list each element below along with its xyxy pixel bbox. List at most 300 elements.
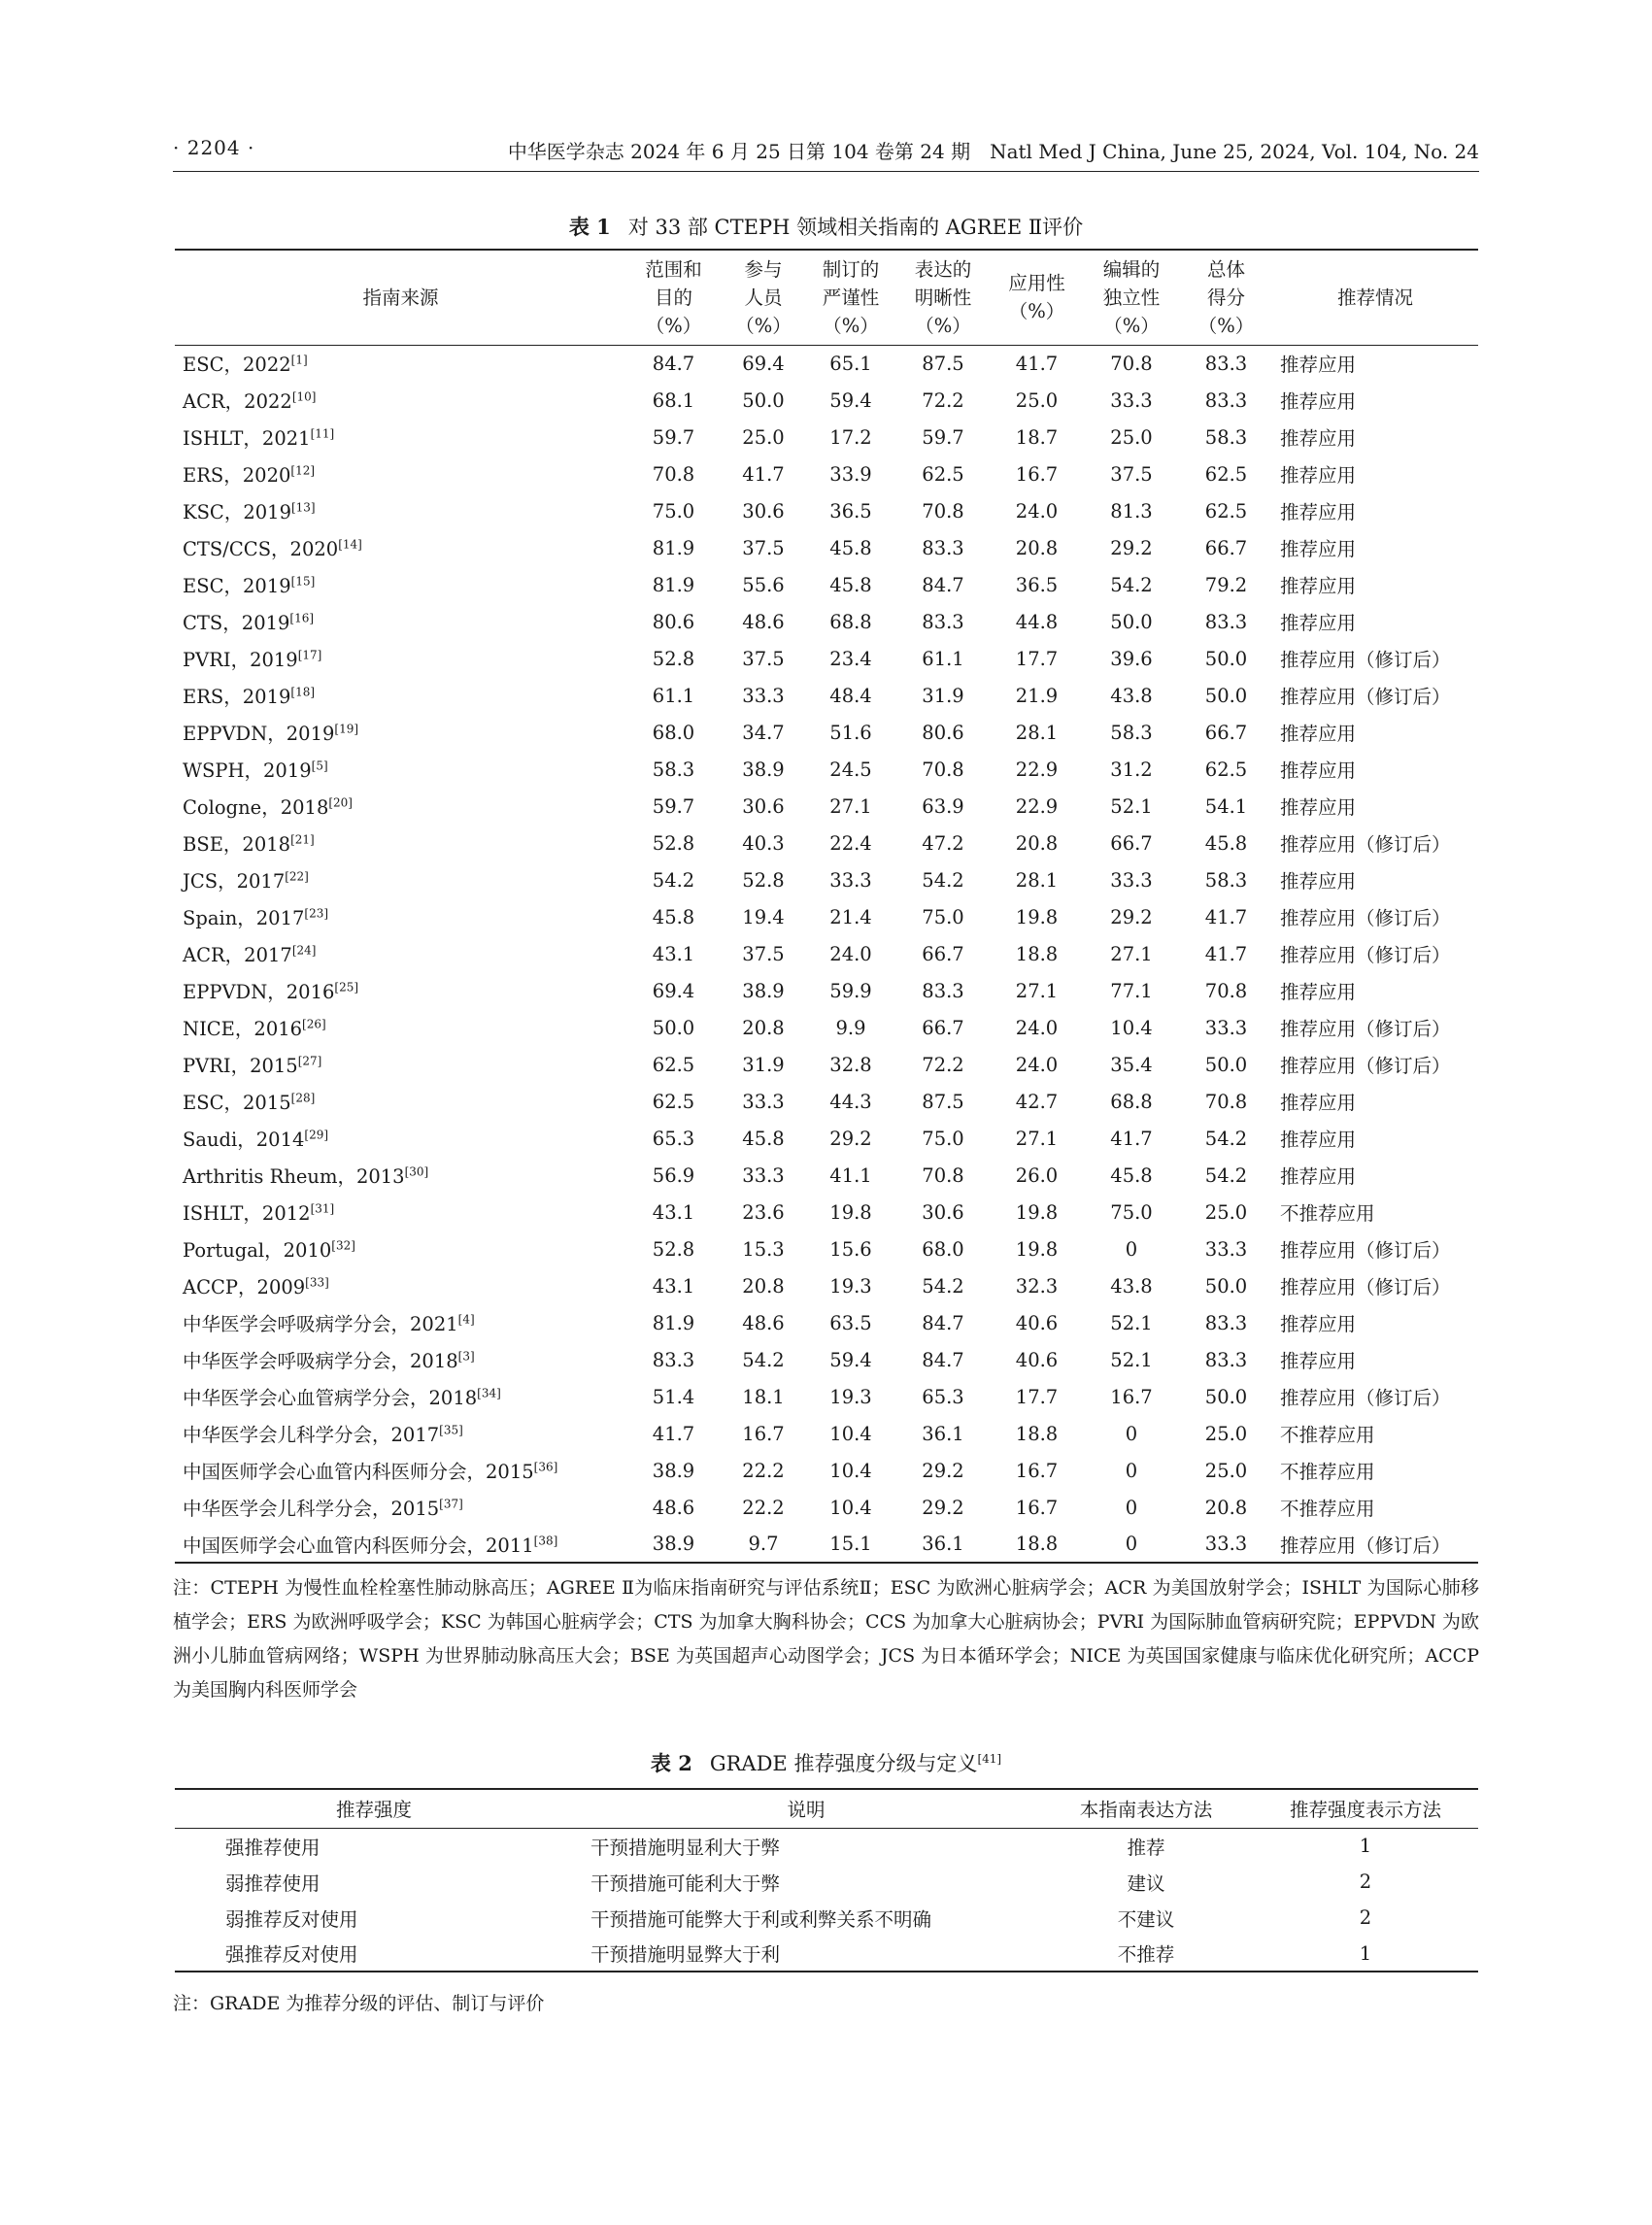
guideline-source	[175, 345, 626, 382]
score-cell: 70.8	[652, 462, 695, 486]
score-cell: 45.8	[1110, 1163, 1153, 1187]
recommendation-cell: 推荐应用	[1280, 1092, 1357, 1114]
table2-header-row	[175, 1789, 1478, 1828]
journal-citation: 中华医学杂志 2024 年 6 月 25 日第 104 卷第 24 期 Natl Med J China, June 25, 2024, Vol. 104, No. 24	[507, 140, 1479, 163]
table1-caption	[173, 212, 1479, 241]
score-cell: 36.5	[829, 499, 872, 523]
score-cell: 18.8	[1015, 1533, 1059, 1555]
score-cell: 51.6	[829, 721, 872, 744]
source-name: BSE，2018	[183, 833, 291, 856]
score-cell: 24.0	[1015, 499, 1059, 523]
score-cell: 68.0	[652, 721, 695, 744]
source-name: ESC，2015	[183, 1092, 291, 1114]
score-cell: 9.9	[835, 1016, 866, 1039]
recommendation-cell: 推荐应用	[1280, 390, 1357, 413]
table1-row	[175, 640, 1478, 677]
recommendation-cell: 推荐应用（修订后）	[1280, 944, 1451, 966]
score-cell: 54.2	[1204, 1127, 1248, 1150]
table2-cell: 强推荐反对使用	[225, 1943, 358, 1966]
score-cell: 70.8	[1204, 979, 1248, 1002]
score-cell: 62.5	[1204, 499, 1248, 523]
page-number: · 2204 ·	[173, 136, 255, 159]
table2-cell: 弱推荐反对使用	[225, 1907, 358, 1931]
score-cell: 62.5	[652, 1090, 695, 1113]
score-cell: 70.8	[1204, 1090, 1248, 1113]
score-cell: 48.6	[652, 1496, 695, 1519]
table1-header-row	[175, 250, 1478, 345]
table2-title: GRADE 推荐强度分级与定义	[709, 1752, 978, 1775]
recommendation-cell: 推荐应用（修订后）	[1280, 1387, 1451, 1409]
score-cell: 75.0	[922, 1127, 964, 1150]
score-cell: 58.3	[652, 758, 695, 781]
guideline-source	[175, 1415, 626, 1452]
score-cell: 52.1	[1110, 1311, 1153, 1334]
table1-row	[175, 1009, 1478, 1046]
guideline-source	[175, 566, 626, 603]
score-cell: 50.0	[652, 1016, 695, 1039]
score-cell: 28.1	[1015, 721, 1059, 744]
score-cell: 30.6	[742, 794, 785, 818]
score-cell: 48.6	[742, 1311, 785, 1334]
score-cell: 83.3	[1204, 352, 1248, 375]
score-cell: 20.8	[742, 1274, 785, 1298]
score-cell: 33.3	[829, 868, 872, 892]
score-cell: 50.0	[1204, 684, 1248, 707]
guideline-source	[175, 455, 626, 492]
source-name: PVRI，2015	[183, 1055, 298, 1077]
recommendation-cell: 推荐应用	[1280, 1313, 1357, 1335]
table1-row	[175, 345, 1478, 382]
source-name: EPPVDN，2019	[183, 723, 335, 745]
score-cell: 52.8	[652, 831, 695, 855]
table2-header-cell: 推荐强度	[335, 1799, 412, 1822]
table1-header-cell: 表达的 明晰性 （%）	[914, 257, 972, 337]
score-cell: 68.1	[652, 388, 695, 412]
score-cell: 21.4	[829, 905, 872, 928]
source-name: 中华医学会心血管病学分会，2018	[183, 1387, 478, 1409]
guideline-source	[175, 1489, 626, 1526]
score-cell: 50.0	[1204, 1385, 1248, 1408]
score-cell: 50.0	[1204, 647, 1248, 670]
guideline-source	[175, 1378, 626, 1415]
score-cell: 52.1	[1110, 794, 1153, 818]
score-cell: 79.2	[1204, 573, 1248, 596]
source-name: EPPVDN，2016	[183, 981, 335, 1003]
score-cell: 34.7	[742, 721, 785, 744]
score-cell: 63.9	[922, 794, 964, 818]
table1-note: 注：CTEPH 为慢性血栓栓塞性肺动脉高压；AGREE Ⅱ为临床指南研究与评估系统Ⅱ；ESC 为欧洲心脏病学会；ACR 为美国放射学会；ISHLT 为国际心肺移植学会；ERS 为欧洲呼吸学会；KSC 为韩国心脏病学会；CTS 为加拿大胸科协会；CCS 为加拿大心脏病协会；PVRI 为国际肺血管病研究院；EPPVDN 为欧洲小儿肺血管病网络；WSPH 为世界肺动脉高压大会；BSE 为英国超声心动图学会；JCS 为日本循环学会；NICE 为英国国家健康与临床优化研究所；ACCP 为美国胸内科医师学会	[173, 1577, 1479, 1701]
table1-row	[175, 419, 1478, 455]
score-cell: 19.3	[829, 1274, 872, 1298]
table2-body	[175, 1828, 1478, 1972]
score-cell: 83.3	[1204, 1348, 1248, 1371]
score-cell: 87.5	[922, 1090, 964, 1113]
table1-row	[175, 1267, 1478, 1304]
guideline-source	[175, 1194, 626, 1230]
source-ref: [30]	[404, 1164, 429, 1179]
table2-cell: 不建议	[1117, 1907, 1175, 1931]
source-ref: [36]	[533, 1460, 558, 1474]
score-cell: 37.5	[742, 942, 785, 965]
score-cell: 41.7	[1204, 942, 1248, 965]
score-cell: 20.8	[1204, 1496, 1248, 1519]
guideline-source	[175, 1304, 626, 1341]
source-name: 中华医学会呼吸病学分会，2021	[183, 1313, 458, 1335]
score-cell: 24.5	[829, 758, 872, 781]
table1-row	[175, 603, 1478, 640]
score-cell: 63.5	[829, 1311, 872, 1334]
score-cell: 70.8	[922, 1163, 964, 1187]
source-name: ERS，2020	[183, 464, 291, 487]
source-ref: [3]	[457, 1349, 475, 1364]
recommendation-cell: 推荐应用（修订后）	[1280, 1018, 1451, 1040]
score-cell: 58.3	[1110, 721, 1153, 744]
recommendation-cell: 推荐应用	[1280, 1165, 1357, 1188]
source-name: 中华医学会呼吸病学分会，2018	[183, 1350, 458, 1372]
table1-header-cell: 应用性 （%）	[1008, 272, 1065, 323]
score-cell: 65.1	[829, 352, 872, 375]
guideline-source	[175, 1120, 626, 1157]
score-cell: 26.0	[1015, 1163, 1059, 1187]
score-cell: 10.4	[1110, 1016, 1153, 1039]
source-name: Portugal，2010	[183, 1239, 332, 1262]
score-cell: 58.3	[1204, 425, 1248, 449]
source-name: Saudi，2014	[183, 1129, 305, 1151]
table1-row	[175, 898, 1478, 935]
recommendation-cell: 推荐应用	[1280, 427, 1357, 450]
table2-cell: 不推荐	[1117, 1943, 1175, 1966]
score-cell: 0	[1125, 1496, 1138, 1519]
score-cell: 55.6	[742, 573, 785, 596]
table1-row	[175, 529, 1478, 566]
score-cell: 15.3	[742, 1237, 785, 1261]
score-cell: 43.8	[1110, 1274, 1153, 1298]
table2-title-ref: [41]	[977, 1752, 1002, 1766]
score-cell: 59.7	[922, 425, 964, 449]
score-cell: 27.1	[1015, 979, 1059, 1002]
source-name: 中国医师学会心血管内科医师分会，2011	[183, 1534, 534, 1557]
source-name: NICE，2016	[183, 1018, 303, 1040]
score-cell: 83.3	[922, 536, 964, 559]
score-cell: 51.4	[652, 1385, 695, 1408]
table2-cell: 弱推荐使用	[225, 1871, 320, 1895]
recommendation-cell: 推荐应用（修订后）	[1280, 1276, 1451, 1298]
score-cell: 68.8	[1110, 1090, 1153, 1113]
score-cell: 50.0	[1204, 1274, 1248, 1298]
score-cell: 72.2	[922, 388, 964, 412]
score-cell: 54.1	[1204, 794, 1248, 818]
score-cell: 62.5	[652, 1053, 695, 1076]
score-cell: 69.4	[652, 979, 695, 1002]
source-ref: [25]	[334, 980, 359, 995]
source-name: CTS/CCS，2020	[183, 538, 339, 560]
score-cell: 10.4	[829, 1422, 872, 1445]
source-name: 中国医师学会心血管内科医师分会，2015	[183, 1461, 534, 1483]
score-cell: 33.3	[742, 684, 785, 707]
score-cell: 80.6	[922, 721, 964, 744]
score-cell: 25.0	[1204, 1459, 1248, 1482]
guideline-source	[175, 640, 626, 677]
score-cell: 43.1	[652, 942, 695, 965]
score-cell: 50.0	[1110, 610, 1153, 633]
score-cell: 59.7	[652, 794, 695, 818]
guideline-source	[175, 751, 626, 788]
score-cell: 83.3	[1204, 1311, 1248, 1334]
recommendation-cell: 推荐应用（修订后）	[1280, 833, 1451, 856]
table1-header-cell: 指南来源	[362, 286, 439, 309]
table2-cell: 1	[1359, 1941, 1372, 1965]
score-cell: 25.0	[742, 425, 785, 449]
score-cell: 58.3	[1204, 868, 1248, 892]
score-cell: 66.7	[1110, 831, 1153, 855]
table2-cell: 干预措施可能弊大于利或利弊关系不明确	[590, 1907, 932, 1931]
table1-row	[175, 935, 1478, 972]
score-cell: 18.8	[1015, 1422, 1059, 1445]
recommendation-cell: 推荐应用	[1280, 796, 1357, 819]
score-cell: 87.5	[922, 352, 964, 375]
score-cell: 81.9	[652, 536, 695, 559]
source-ref: [18]	[290, 685, 316, 699]
score-cell: 38.9	[742, 758, 785, 781]
score-cell: 32.3	[1015, 1274, 1059, 1298]
score-cell: 66.7	[922, 942, 964, 965]
source-ref: [37]	[439, 1497, 463, 1511]
score-cell: 16.7	[1015, 1459, 1059, 1482]
score-cell: 50.0	[742, 388, 785, 412]
score-cell: 15.6	[829, 1237, 872, 1261]
recommendation-cell: 推荐应用	[1280, 1129, 1357, 1151]
guideline-source	[175, 1267, 626, 1304]
grade-strength-table	[175, 1788, 1478, 1972]
score-cell: 66.7	[1204, 536, 1248, 559]
table2-row	[175, 1936, 1478, 1972]
score-cell: 22.2	[742, 1459, 785, 1482]
score-cell: 31.2	[1110, 758, 1153, 781]
score-cell: 83.3	[922, 610, 964, 633]
score-cell: 33.3	[742, 1090, 785, 1113]
source-ref: [34]	[477, 1386, 501, 1400]
source-name: WSPH，2019	[183, 759, 312, 782]
source-ref: [16]	[289, 611, 315, 625]
score-cell: 41.7	[742, 462, 785, 486]
score-cell: 61.1	[922, 647, 964, 670]
score-cell: 56.9	[652, 1163, 695, 1187]
source-name: ESC，2022	[183, 354, 291, 377]
guideline-source	[175, 419, 626, 455]
score-cell: 45.8	[1204, 831, 1248, 855]
recommendation-cell: 推荐应用	[1280, 723, 1357, 745]
table1-row	[175, 1083, 1478, 1120]
guideline-source	[175, 825, 626, 861]
guideline-source	[175, 1452, 626, 1489]
score-cell: 45.8	[829, 536, 872, 559]
table1-row	[175, 788, 1478, 825]
table1-row	[175, 1452, 1478, 1489]
score-cell: 16.7	[1015, 1496, 1059, 1519]
score-cell: 40.6	[1015, 1348, 1059, 1371]
table2-header-cell: 说明	[787, 1799, 826, 1822]
score-cell: 41.7	[1204, 905, 1248, 928]
source-ref: [26]	[302, 1017, 326, 1031]
source-ref: [4]	[457, 1312, 475, 1327]
table2-cell: 干预措施明显利大于弊	[590, 1836, 781, 1859]
score-cell: 40.6	[1015, 1311, 1059, 1334]
score-cell: 54.2	[652, 868, 695, 892]
table2-cell: 推荐	[1127, 1836, 1165, 1859]
score-cell: 18.7	[1015, 425, 1059, 449]
score-cell: 21.9	[1015, 684, 1059, 707]
score-cell: 29.2	[922, 1496, 964, 1519]
score-cell: 80.6	[652, 610, 695, 633]
score-cell: 17.7	[1015, 1385, 1059, 1408]
table1-row	[175, 825, 1478, 861]
score-cell: 62.5	[1204, 462, 1248, 486]
recommendation-cell: 推荐应用	[1280, 575, 1357, 597]
score-cell: 42.7	[1015, 1090, 1059, 1113]
score-cell: 59.4	[829, 388, 872, 412]
table2-caption	[173, 1748, 1479, 1777]
score-cell: 84.7	[922, 573, 964, 596]
table1-row	[175, 382, 1478, 419]
score-cell: 19.8	[1015, 905, 1059, 928]
source-ref: [14]	[338, 537, 362, 552]
score-cell: 83.3	[1204, 388, 1248, 412]
score-cell: 16.7	[1110, 1385, 1153, 1408]
score-cell: 25.0	[1204, 1422, 1248, 1445]
score-cell: 36.5	[1015, 573, 1059, 596]
score-cell: 70.8	[922, 758, 964, 781]
score-cell: 43.1	[652, 1200, 695, 1224]
source-ref: [15]	[290, 574, 316, 589]
score-cell: 84.7	[922, 1348, 964, 1371]
score-cell: 45.8	[652, 905, 695, 928]
table1-header-cell: 范围和 目的 （%）	[645, 257, 702, 337]
score-cell: 37.5	[1110, 462, 1153, 486]
score-cell: 31.9	[742, 1053, 785, 1076]
score-cell: 68.0	[922, 1237, 964, 1261]
source-name: ACR，2022	[183, 390, 292, 413]
source-name: 中华医学会儿科学分会，2017	[183, 1424, 440, 1446]
source-ref: [23]	[304, 906, 329, 921]
score-cell: 70.8	[1110, 352, 1153, 375]
recommendation-cell: 不推荐应用	[1280, 1424, 1375, 1446]
score-cell: 33.3	[742, 1163, 785, 1187]
score-cell: 59.4	[829, 1348, 872, 1371]
source-name: ISHLT，2012	[183, 1202, 311, 1225]
score-cell: 75.0	[1110, 1200, 1153, 1224]
score-cell: 65.3	[652, 1127, 695, 1150]
source-ref: [17]	[297, 648, 322, 662]
recommendation-cell: 推荐应用（修订后）	[1280, 1534, 1451, 1557]
guideline-source	[175, 935, 626, 972]
score-cell: 44.3	[829, 1090, 872, 1113]
recommendation-cell: 推荐应用（修订后）	[1280, 649, 1451, 671]
score-cell: 22.9	[1015, 758, 1059, 781]
score-cell: 32.8	[829, 1053, 872, 1076]
source-ref: [28]	[290, 1091, 316, 1105]
score-cell: 84.7	[652, 352, 695, 375]
score-cell: 52.8	[652, 1237, 695, 1261]
table1-row	[175, 1415, 1478, 1452]
score-cell: 0	[1125, 1533, 1138, 1555]
score-cell: 10.4	[829, 1459, 872, 1482]
table1-header-cell: 参与 人员 （%）	[735, 257, 792, 337]
score-cell: 0	[1125, 1459, 1138, 1482]
source-ref: [29]	[304, 1128, 329, 1142]
table1-row	[175, 1378, 1478, 1415]
score-cell: 22.9	[1015, 794, 1059, 818]
guideline-source	[175, 677, 626, 714]
score-cell: 33.9	[829, 462, 872, 486]
score-cell: 69.4	[742, 352, 785, 375]
running-header	[173, 136, 1479, 172]
score-cell: 33.3	[1110, 868, 1153, 892]
recommendation-cell: 推荐应用	[1280, 612, 1357, 634]
score-cell: 30.6	[922, 1200, 964, 1224]
source-ref: [19]	[334, 722, 359, 736]
source-ref: [12]	[290, 463, 316, 478]
source-name: Cologne，2018	[183, 796, 329, 819]
score-cell: 19.4	[742, 905, 785, 928]
source-ref: [20]	[328, 795, 353, 810]
table2-note: 注：GRADE 为推荐分级的评估、制订与评价	[173, 1993, 545, 2014]
score-cell: 19.8	[829, 1200, 872, 1224]
score-cell: 54.2	[1110, 573, 1153, 596]
score-cell: 19.8	[1015, 1237, 1059, 1261]
table2-cell: 干预措施明显弊大于利	[590, 1943, 781, 1966]
table1-row	[175, 1157, 1478, 1194]
score-cell: 54.2	[742, 1348, 785, 1371]
score-cell: 54.2	[922, 868, 964, 892]
score-cell: 77.1	[1110, 979, 1153, 1002]
source-ref: [38]	[533, 1534, 558, 1547]
score-cell: 20.8	[742, 1016, 785, 1039]
score-cell: 35.4	[1110, 1053, 1153, 1076]
score-cell: 52.8	[742, 868, 785, 892]
guideline-source	[175, 603, 626, 640]
recommendation-cell: 推荐应用（修订后）	[1280, 1055, 1451, 1077]
score-cell: 29.2	[1110, 536, 1153, 559]
score-cell: 33.3	[1204, 1237, 1248, 1261]
source-name: ESC，2019	[183, 575, 291, 597]
guideline-source	[175, 788, 626, 825]
score-cell: 81.9	[652, 1311, 695, 1334]
recommendation-cell: 不推荐应用	[1280, 1498, 1375, 1520]
guideline-source	[175, 714, 626, 751]
score-cell: 20.8	[1015, 536, 1059, 559]
score-cell: 9.7	[748, 1533, 779, 1555]
source-ref: [22]	[285, 869, 309, 884]
score-cell: 40.3	[742, 831, 785, 855]
score-cell: 27.1	[1110, 942, 1153, 965]
recommendation-cell: 不推荐应用	[1280, 1461, 1375, 1483]
score-cell: 62.5	[1204, 758, 1248, 781]
source-ref: [27]	[297, 1054, 322, 1068]
score-cell: 43.8	[1110, 684, 1153, 707]
score-cell: 22.2	[742, 1496, 785, 1519]
recommendation-cell: 推荐应用	[1280, 981, 1357, 1003]
source-name: 中华医学会儿科学分会，2015	[183, 1498, 440, 1520]
score-cell: 48.6	[742, 610, 785, 633]
score-cell: 36.1	[922, 1422, 964, 1445]
table1-header-cell: 制订的 严谨性 （%）	[822, 257, 880, 337]
table1-row	[175, 1120, 1478, 1157]
table1-row	[175, 566, 1478, 603]
score-cell: 18.8	[1015, 942, 1059, 965]
score-cell: 16.7	[1015, 462, 1059, 486]
table2-cell: 建议	[1127, 1871, 1165, 1895]
source-ref: [1]	[290, 353, 308, 367]
